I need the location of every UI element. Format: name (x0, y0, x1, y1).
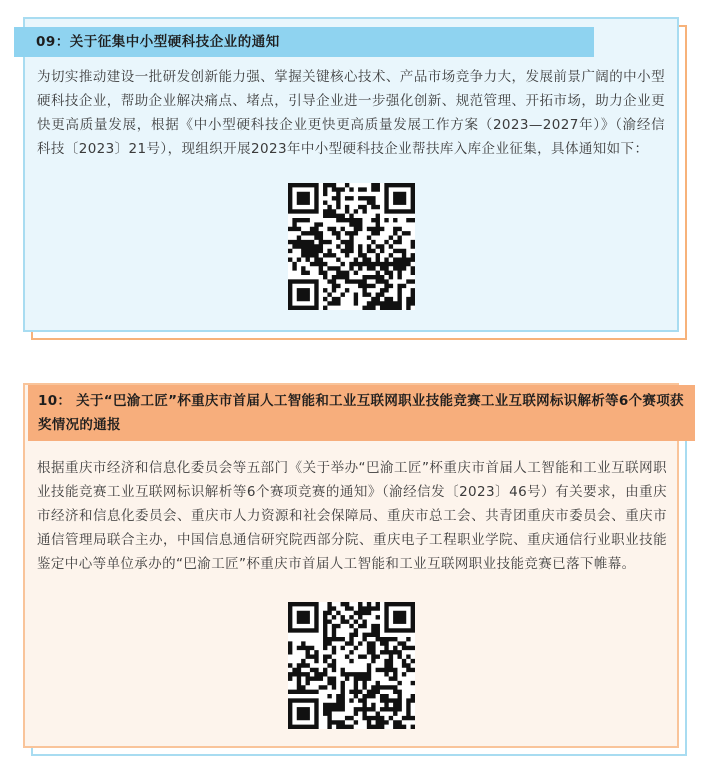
qr-code-icon[interactable] (288, 183, 415, 310)
qr-code-icon[interactable] (288, 602, 415, 729)
section-body-09: 为切实推动建设一批研发创新能力强、掌握关键核心技术、产品市场竞争力大，发展前景广阔的中小型硬科技企业，帮助企业解决痛点、堵点，引导企业进一步强化创新、规范管理、开拓市场，助力企业更快更高质量发展，根据《中小型硬科技企业更快更高质量发展工作方案（2023—2027年）》（渝经信科技〔2023〕21号），现组织开展2023年中小型硬科技企业帮扶库入库企业征集，具体通知如下： (37, 69, 665, 157)
section-body-10: 根据重庆市经济和信息化委员会等五部门《关于举办“巴渝工匠”杯重庆市首届人工智能和工业互联网职业技能竞赛工业互联网标识解析等6个赛项竞赛的通知》（渝经信发〔2023〕46号）有关要求，由重庆市经济和信息化委员会、重庆市人力资源和社会保障局、重庆市总工会、共青团重庆市委员会、重庆市通信管理局联合主办，中国信息通信研究院西部分院、重庆电子工程职业学院、重庆通信行业职业技能鉴定中心等单位承办的“巴渝工匠”杯重庆市首届人工智能和工业互联网职业技能竞赛已落下帷幕。 (37, 460, 667, 572)
section-title-10: 10： 关于“巴渝工匠”杯重庆市首届人工智能和工业互联网职业技能竞赛工业互联网标识解析等6个赛项获奖情况的通报 (28, 385, 695, 441)
section-title-09: 09：关于征集中小型硬科技企业的通知 (14, 27, 594, 57)
